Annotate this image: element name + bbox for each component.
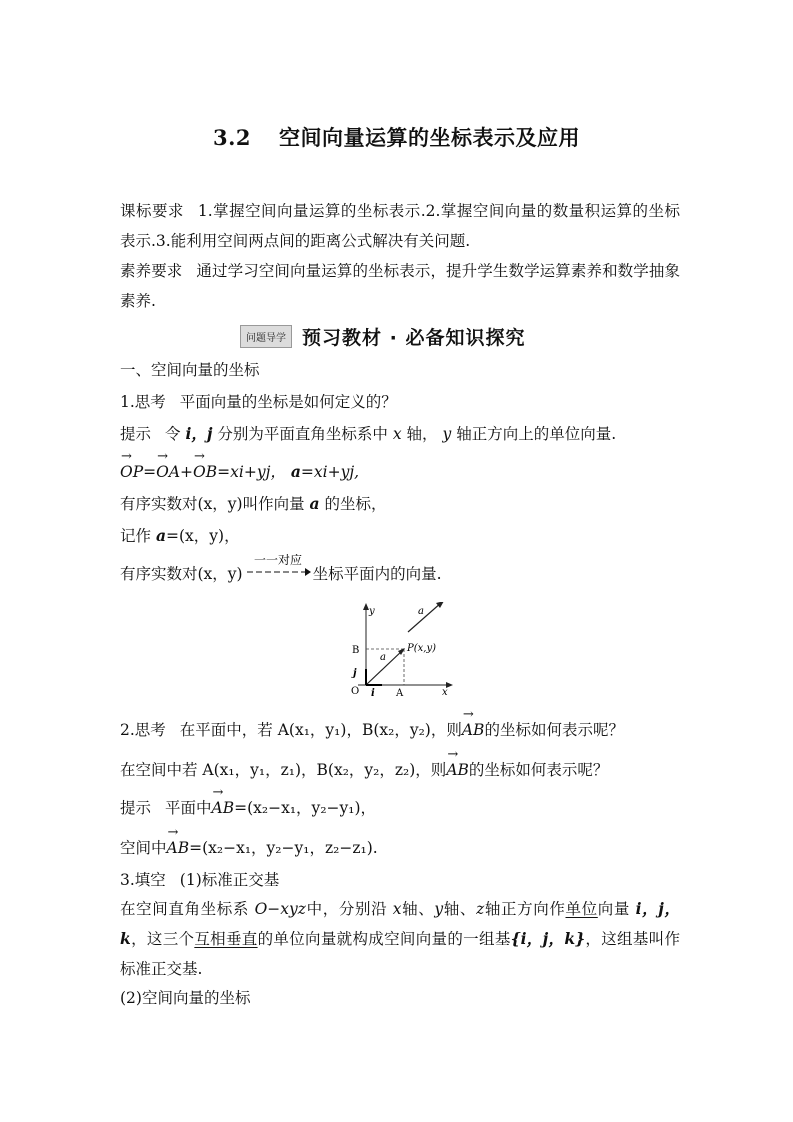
p1-unit: 单位	[565, 900, 598, 918]
p1-b: 中，分别沿	[305, 900, 388, 918]
section-banner	[240, 323, 525, 349]
q2-line2: 在空间中若 A(x₁，y₁，z₁)，B(x₂，y₂，z₂)，则	[120, 761, 447, 779]
requirements-paragraph	[120, 196, 680, 256]
q3-label: 3.填空	[120, 871, 166, 889]
p1-a: 在空间直角坐标系	[120, 900, 250, 918]
hint2-space-pre: 空间中	[120, 839, 167, 857]
label-a-point: A	[396, 688, 404, 699]
section-number: 3.2	[212, 125, 252, 150]
note-pre: 记作	[120, 527, 152, 545]
p1-g: ，这三个	[130, 930, 195, 948]
section-heading: 一、空间向量的坐标	[120, 361, 260, 379]
hint-mid: 分别为平面直角坐标系中	[217, 425, 388, 443]
vector-a: a	[155, 526, 166, 545]
question-1	[120, 390, 397, 412]
map-post: 坐标平面内的向量.	[312, 565, 442, 583]
notation-line	[120, 524, 240, 546]
banner-title: 预习教材 · 必备知识探究	[302, 326, 526, 349]
p1-c: 轴、	[401, 900, 435, 918]
q1-label: 1.思考	[120, 393, 166, 411]
page-title	[0, 122, 793, 152]
p1-oxyz: O−xyz	[254, 900, 306, 918]
hint-pre: 令	[165, 425, 181, 443]
requirements-label: 课标要求	[120, 202, 184, 220]
p1-d: 轴、	[443, 900, 477, 918]
q2-label: 2.思考	[120, 721, 166, 739]
hint-2-plane	[120, 796, 376, 818]
vector-a: a	[290, 462, 301, 481]
q3-sub1: (1)标准正交基	[179, 871, 280, 889]
question-3-sub2: (2)空间向量的坐标	[120, 989, 251, 1007]
label-j: j	[353, 668, 357, 679]
note-post: =(x，y)，	[166, 527, 240, 545]
p1-basis: {i，j，k}	[510, 929, 586, 948]
var-x: x	[392, 425, 402, 443]
vector-ab: → AB	[462, 721, 485, 739]
q2-line1: 在平面中，若 A(x₁，y₁)，B(x₂，y₂)，则	[179, 721, 462, 739]
q1-text: 平面向量的坐标是如何定义的？	[179, 393, 397, 411]
vector-a: a	[309, 494, 320, 513]
p1-ijk: i，j，k	[120, 899, 680, 948]
q2-line2-post: 的坐标如何表示呢？	[468, 761, 609, 779]
vector-oa: → OA	[156, 463, 180, 481]
label-o: O	[351, 686, 360, 697]
orthonormal-basis-paragraph	[120, 894, 680, 984]
label-vector-a-2: a	[418, 606, 424, 617]
var-y: y	[442, 425, 452, 443]
literacy-text: 通过学习空间向量运算的坐标表示，提升学生数学运算素养和数学抽象素养.	[120, 262, 680, 310]
vector-op: → OP	[120, 463, 143, 481]
literacy-paragraph	[120, 256, 680, 316]
pair-pre: 有序实数对(x，y)叫作向量	[120, 495, 305, 513]
coordinate-figure	[338, 602, 458, 706]
vector-ab: → AB	[446, 761, 469, 779]
hint2-post: =(x₂−x₁，y₂−y₁)，	[234, 799, 377, 817]
eq-rest2: =xi+yj,	[300, 463, 360, 481]
question-2	[120, 718, 624, 740]
p1-y: y	[434, 900, 444, 918]
label-b: B	[352, 645, 360, 656]
p1-e: 轴正方向作	[484, 900, 566, 918]
literacy-label: 素养要求	[120, 262, 183, 280]
title-text: 空间向量运算的坐标表示及应用	[279, 125, 581, 150]
question-2-space	[120, 758, 608, 780]
vector-ob: → OB	[193, 463, 217, 481]
p1-x: x	[392, 900, 402, 918]
banner-tag: 问题导学	[240, 325, 292, 348]
p1-h: 的单位向量就构成空间向量的一组基	[257, 930, 511, 948]
map-pre: 有序实数对(x，y)	[120, 565, 243, 583]
pair-post: 的坐标，	[324, 495, 387, 513]
hint2-space-post: =(x₂−x₁，y₂−y₁，z₂−z₁).	[189, 839, 378, 857]
vector-ab: → AB	[212, 799, 235, 817]
unit-vectors-ij: i，j	[185, 424, 213, 443]
label-p: P(x,y)	[407, 643, 436, 654]
label-x: x	[442, 687, 448, 698]
q2-line1-post: 的坐标如何表示呢？	[484, 721, 624, 739]
hint-2-space	[120, 836, 378, 858]
hint-label: 提示	[120, 799, 152, 817]
one-to-one-arrow	[245, 554, 311, 584]
equation-op: → OP=→ OA+→ OB=xi+yj， a=xi+yj,	[120, 460, 359, 482]
mapping-line	[120, 554, 442, 584]
label-y: y	[369, 606, 375, 617]
hint-axis: 轴，	[406, 425, 438, 443]
p1-i: ，这组基叫作标准正交基.	[120, 930, 680, 978]
requirements-text: 1.掌握空间向量运算的坐标表示.2.掌握空间向量的数量积运算的坐标表示.3.能利用空间两点间的距离公式解决有关问题.	[120, 202, 680, 250]
hint-1	[120, 422, 616, 444]
p1-z: z	[476, 900, 485, 918]
eq-rest: =xi+yj，	[217, 463, 286, 481]
question-3	[120, 868, 279, 890]
vector-ab: → AB	[167, 839, 190, 857]
map-label: 一一对应	[253, 554, 302, 567]
label-vector-a-1: a	[380, 652, 386, 663]
label-i: i	[371, 688, 375, 699]
p1-f: 向量	[597, 900, 631, 918]
ordered-pair-line	[120, 492, 387, 514]
hint2-pre: 平面中	[165, 799, 212, 817]
p1-perp: 互相垂直	[194, 930, 258, 948]
hint-label: 提示	[120, 425, 152, 443]
hint-end: 轴正方向上的单位向量.	[456, 425, 617, 443]
